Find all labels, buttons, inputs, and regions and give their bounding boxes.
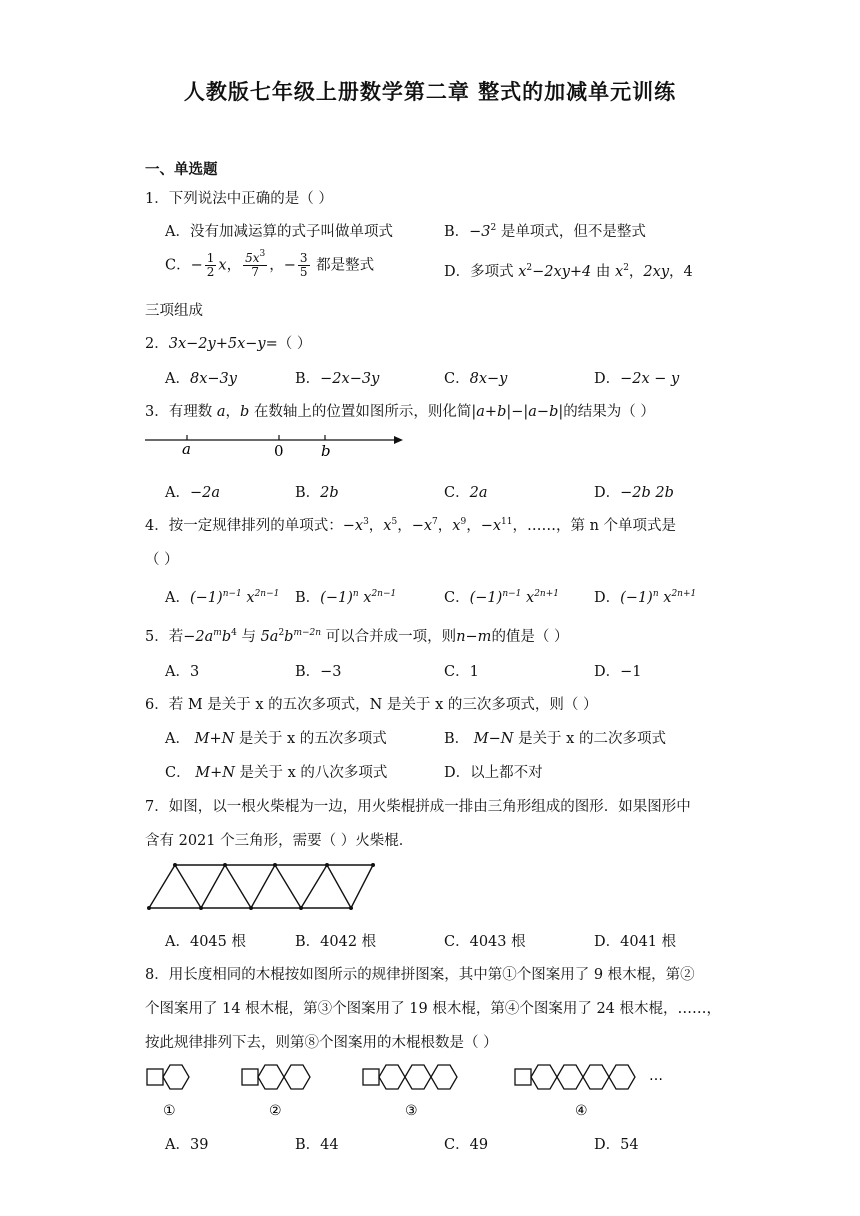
q7-option-d: D．4041 根 bbox=[594, 934, 677, 950]
q1-option-c: C．− $\frac{1}{2}$ x， $\frac{5x^3}{7}$ ，− $\frac{3}{5}$ 都是整式 bbox=[165, 249, 375, 279]
label-b: b bbox=[321, 442, 331, 460]
q4-option-b: B．$(-1)^n$ $x^{2n-1}$ bbox=[295, 589, 397, 606]
q1-option-b: B．$-3^2$ 是单项式，但不是整式 bbox=[444, 223, 646, 240]
q8-option-c: C．49 bbox=[444, 1137, 489, 1153]
q4-option-d: D．$(-1)^n$ $x^{2n+1}$ bbox=[594, 589, 697, 606]
label-zero: 0 bbox=[274, 442, 284, 460]
q6-option-d: D．以上都不对 bbox=[444, 765, 543, 781]
q8-stem-line2: 个图案用了 14 根木棍，第③个图案用了 19 根木棍，第④个图案用了 24 根木棍，……， bbox=[145, 1001, 722, 1017]
q6-option-a: A． M+N 是关于 x 的五次多项式 bbox=[165, 731, 387, 747]
q8-option-a: A．39 bbox=[165, 1137, 209, 1153]
q2-stem: 2．3x−2y+5x−y=（ ） bbox=[145, 336, 312, 352]
q4-option-a: A．$(-1)^{n-1}$ $x^{2n-1}$ bbox=[165, 589, 280, 606]
q8-stem-line3: 按此规律排列下去，则第⑧个图案用的木棍根数是（ ） bbox=[145, 1035, 498, 1051]
q2-option-d: D．−2x − y bbox=[594, 371, 680, 387]
q7-option-b: B．4042 根 bbox=[295, 934, 377, 950]
q1-option-d-continued: 三项组成 bbox=[145, 303, 203, 319]
q6-stem: 6．若 M 是关于 x 的五次多项式，N 是关于 x 的三次多项式，则（ ） bbox=[145, 697, 598, 713]
q7-stem-line1: 7．如图，以一根火柴棍为一边，用火柴棍拼成一排由三角形组成的图形．如果图形中 bbox=[145, 799, 691, 815]
hexagon-pattern-figure bbox=[145, 1063, 675, 1123]
label-a: a bbox=[182, 440, 191, 458]
pattern-label-1: ① bbox=[163, 1103, 176, 1119]
q7-option-c: C．4043 根 bbox=[444, 934, 526, 950]
q5-option-b: B．−3 bbox=[295, 664, 342, 680]
q6-option-c: C． M+N 是关于 x 的八次多项式 bbox=[165, 765, 388, 781]
q3-stem: 3．有理数 a，b 在数轴上的位置如图所示，则化简|a+b|−|a−b|的结果为（ ） bbox=[145, 404, 655, 420]
q3-option-a: A．−2a bbox=[165, 485, 221, 501]
q8-option-b: B．44 bbox=[295, 1137, 339, 1153]
q1-option-a: A．没有加减运算的式子叫做单项式 bbox=[165, 224, 393, 240]
q6-option-b: B． M−N 是关于 x 的二次多项式 bbox=[444, 731, 666, 747]
q1-option-d: D．多项式 $x^2-2xy+4$ 由 $x^2$，2xy，4 bbox=[444, 263, 693, 280]
q3-option-d: D．−2b 2b bbox=[594, 485, 674, 501]
q2-option-c: C．8x−y bbox=[444, 371, 508, 387]
document-title: 人教版七年级上册数学第二章 整式的加减单元训练 bbox=[183, 79, 677, 104]
q5-option-d: D．−1 bbox=[594, 664, 642, 680]
q5-option-a: A．3 bbox=[165, 664, 200, 680]
q4-stem-continued: （ ） bbox=[145, 552, 179, 568]
q2-option-a: A．8x−3y bbox=[165, 371, 237, 387]
q5-option-c: C．1 bbox=[444, 664, 479, 680]
pattern-ellipsis: … bbox=[649, 1068, 663, 1084]
pattern-label-3: ③ bbox=[405, 1103, 418, 1119]
q4-stem: 4．按一定规律排列的单项式：$-x^3$，$x^5$，$-x^7$，$x^9$，$-x^{11}$，……，第 n 个单项式是 bbox=[145, 517, 677, 534]
q7-option-a: A．4045 根 bbox=[165, 934, 246, 950]
section-heading: 一、单选题 bbox=[145, 161, 218, 178]
matchstick-triangles-figure bbox=[145, 860, 380, 912]
q5-stem: 5．若$-2a^mb^4$ 与 $5a^2b^{m-2n}$ 可以合并成一项，则n−m的值是（ ） bbox=[145, 628, 569, 645]
q8-option-d: D．54 bbox=[594, 1137, 639, 1153]
pattern-label-2: ② bbox=[269, 1103, 282, 1119]
q7-stem-line2: 含有 2021 个三角形，需要（ ）火柴棍． bbox=[145, 833, 414, 849]
q4-option-c: C．$(-1)^{n-1}$ $x^{2n+1}$ bbox=[444, 589, 559, 606]
pattern-label-4: ④ bbox=[575, 1103, 588, 1119]
q2-option-b: B．−2x−3y bbox=[295, 371, 380, 387]
q3-option-c: C．2a bbox=[444, 485, 488, 501]
number-line-arrow bbox=[394, 436, 403, 444]
number-line-figure bbox=[145, 430, 410, 460]
q3-option-b: B．2b bbox=[295, 485, 339, 501]
q8-stem-line1: 8．用长度相同的木棍按如图所示的规律拼图案，其中第①个图案用了 9 根木棍，第② bbox=[145, 967, 695, 983]
q1-stem: 1．下列说法中正确的是（ ） bbox=[145, 191, 333, 207]
